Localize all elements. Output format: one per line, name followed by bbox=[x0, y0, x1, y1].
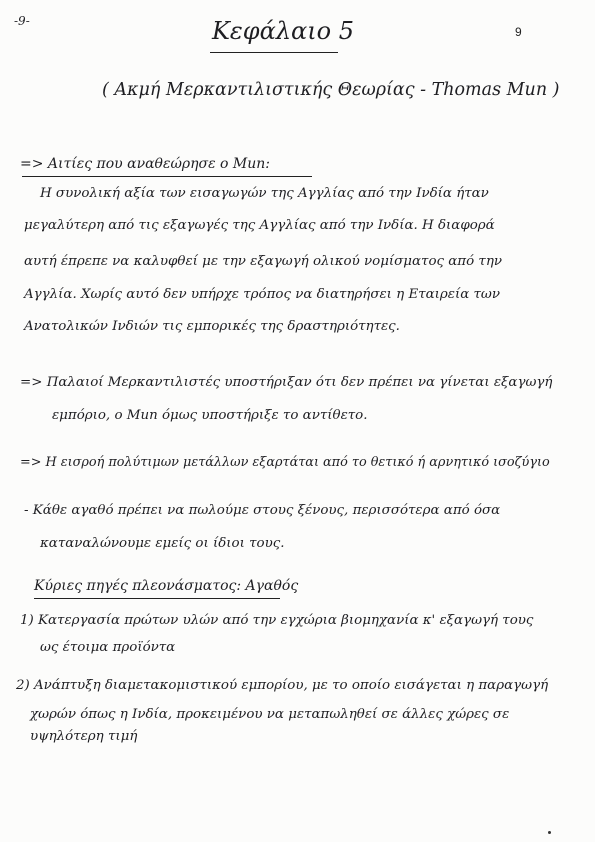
list-item-line: χωρών όπως η Ινδία, προκειμένου να μεταπωληθεί σε άλλες χώρες σε bbox=[30, 707, 510, 722]
section-heading-causes: => Αιτίες που αναθεώρησε ο Mun: bbox=[20, 156, 271, 172]
point-line: εμπόριο, ο Mun όμως υποστήριξε το αντίθετο. bbox=[52, 408, 368, 423]
page-title: Κεφάλαιο 5 bbox=[212, 17, 354, 45]
stray-mark bbox=[548, 831, 551, 834]
corner-mark: -9- bbox=[14, 14, 30, 28]
list-item-line: υψηλότερη τιμή bbox=[30, 729, 138, 744]
list-item-line: 2) Ανάπτυξη διαμετακομιστικού εμπορίου, με το οποίο εισάγεται η παραγωγή bbox=[16, 678, 549, 693]
point-line: καταναλώνουμε εμείς οι ίδιοι τους. bbox=[40, 536, 285, 551]
paragraph-line: Αγγλία. Χωρίς αυτό δεν υπήρχε τρόπος να διατηρήσει η Εταιρεία των bbox=[24, 287, 500, 302]
heading-underline bbox=[34, 598, 280, 599]
paragraph-line: μεγαλύτερη από τις εξαγωγές της Αγγλίας από την Ινδία. Η διαφορά bbox=[24, 218, 495, 233]
list-item-line: ως έτοιμα προϊόντα bbox=[40, 640, 176, 655]
point-line: => Η εισροή πολύτιμων μετάλλων εξαρτάται από το θετικό ή αρνητικό ισοζύγιο bbox=[20, 455, 550, 470]
page-number: 9 bbox=[515, 25, 522, 39]
point-line: - Κάθε αγαθό πρέπει να πωλούμε στους ξένους, περισσότερα από όσα bbox=[24, 503, 501, 518]
heading-underline bbox=[22, 176, 312, 177]
page-subtitle: ( Ακμή Μερκαντιλιστικής Θεωρίας - Thomas Mun ) bbox=[102, 80, 560, 100]
paragraph-line: Ανατολικών Ινδιών τις εμπορικές της δραστηριότητες. bbox=[24, 319, 400, 334]
paragraph-line: αυτή έπρεπε να καλυφθεί με την εξαγωγή ολικού νομίσματος από την bbox=[24, 254, 502, 269]
paragraph-line: Η συνολική αξία των εισαγωγών της Αγγλίας από την Ινδία ήταν bbox=[40, 186, 489, 201]
section-heading-sources: Κύριες πηγές πλεονάσματος: Αγαθός bbox=[34, 578, 299, 594]
list-item-line: 1) Κατεργασία πρώτων υλών από την εγχώρια βιομηχανία κ' εξαγωγή τους bbox=[20, 613, 534, 628]
title-underline bbox=[210, 52, 338, 53]
point-line: => Παλαιοί Μερκαντιλιστές υποστήριξαν ότι δεν πρέπει να γίνεται εξαγωγή bbox=[20, 375, 553, 390]
